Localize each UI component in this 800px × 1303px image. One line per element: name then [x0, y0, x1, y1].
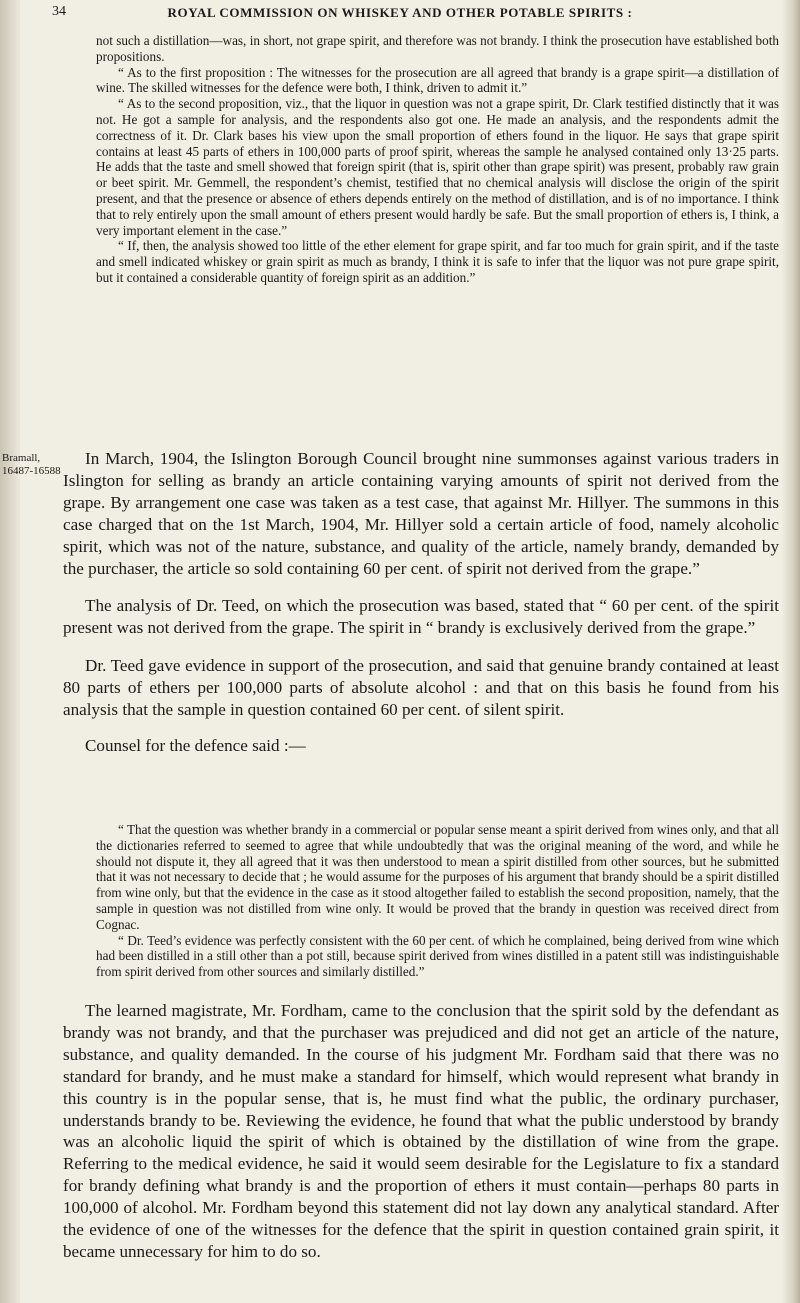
margin-note	[2, 452, 61, 478]
running-title: ROYAL COMMISSION ON WHISKEY AND OTHER POTABLE SPIRITS :	[167, 5, 633, 20]
margin-note-name: Bramall,	[2, 452, 41, 464]
body-paragraph: In March, 1904, the Islington Borough Council brought nine summonses against various traders in Islington for selling as brandy an article containing varying amounts of spirit not derived from the grape. By arrangement one case was taken as a test case, that against Mr. Hillyer. The summons in this case charged that on the 1st March, 1904, Mr. Hillyer sold a certain article of food, namely alcoholic spirit, which was not of the nature, substance, and quality of the article, namely brandy, demanded by the purchaser, the article so sold containing 60 per cent. of spirit not derived from the grape.”	[63, 449, 779, 578]
page-number: 34	[52, 4, 66, 19]
quote-paragraph: “ That the question was whether brandy in a commercial or popular sense meant a spirit derived from wines only, and that all the dictionaries referred to seemed to agree that while undoubtedly that was the original meaning of the word, and while he should not dispute it, they all agreed that it was then understood to mean a spirit distilled from other sources, but he submitted that it was not necessary to decide that ; he would assume for the purposes of his argument that brandy should be a spirit distilled from wine only, but that the evidence in the case as it stood altogether failed to establish the second proposition, namely, that the sample in question was not distilled from wine only. It would be proved that the brandy in question was received direct from Cognac.	[96, 822, 779, 932]
quote-paragraph: “ If, then, the analysis showed too little of the ether element for grape spirit, and far too much for grain spirit, and if the taste and smell indicated whiskey or grain spirit as much as brandy, I think it is safe to infer that the liquor was not pure grape spirit, but it contained a considerable quantity of foreign spirit as an addition.”	[96, 238, 779, 285]
body-paragraph: The learned magistrate, Mr. Fordham, came to the conclusion that the spirit sold by the defendant as brandy was not brandy, and that the purchaser was prejudiced and did not get an article of the nature, substance, and quality demanded. In the course of his judgment Mr. Fordham said that there was no standard for brandy, and he must make a standard for himself, which would represent what brandy in this country is in the popular sense, that is, he must find what the public, the ordinary purchaser, understands brandy to be. Reviewing the evidence, he found that what the public understood by brandy was an alcoholic liquid the spirit of which is obtained by the distillation of wine from the grape. Referring to the medical evidence, he said it would seem desirable for the Legislature to fix a standard for brandy defining what brandy is and the proportion of ethers it must contain—perhaps 80 parts in 100,000 of alcohol. Mr. Fordham beyond this statement did not lay down any analytical standard. After the evidence of one of the witnesses for the defence that the spirit in question contained grain spirit, it became unnecessary for him to do so.	[63, 1001, 779, 1261]
body-paragraph: The analysis of Dr. Teed, on which the prosecution was based, stated that “ 60 per cent. of the spirit present was not derived from the grape. The spirit in “ brandy is exclusively derived from the grape.”	[63, 596, 779, 638]
body-text-2	[63, 1000, 779, 1263]
quote-paragraph: “ As to the first proposition : The witnesses for the prosecution are all agreed that brandy is a grape spirit—a distillation of wine. The skilled witnesses for the defence were both, I think, driven to admit it.”	[96, 64, 779, 96]
body-text-1	[63, 448, 779, 757]
binding-gutter	[0, 0, 20, 1303]
body-paragraph: Dr. Teed gave evidence in support of the prosecution, and said that genuine brandy contained at least 80 parts of ethers per 100,000 parts of absolute alcohol : and that on this basis he found from his analysis that the sample in question contained 60 per cent. of silent spirit.	[63, 656, 779, 720]
defence-quote	[96, 822, 779, 980]
quoted-judgment	[96, 33, 779, 286]
margin-note-refs: 16487-16588	[2, 465, 61, 477]
page-header	[40, 4, 760, 26]
body-paragraph: Counsel for the defence said :—	[85, 735, 306, 755]
page-edge	[782, 0, 800, 1303]
quote-paragraph: “ As to the second proposition, viz., that the liquor in question was not a grape spirit, Dr. Clark testified distinctly that it was not. He got a sample for analysis, and the respondents also got one. He made an analysis, and the respondents admit the correctness of it. Dr. Clark bases his view upon the small proportion of ethers found in the liquor. He says that grape spirit contains at least 45 parts of ethers in 100,000 parts of proof spirit, whereas the sample he analysed contained only 13·25 parts. He adds that the taste and smell showed that foreign spirit (that is, spirit other than grape spirit) was present, probably raw grain or beet spirit. Mr. Gemmell, the respondent’s chemist, testified that no chemical analysis will disclose the origin of the spirit present, and that the presence or absence of ethers depends entirely on the method of distillation, and is of no importance. I think that to rely entirely upon the small amount of ethers present would hardly be safe. But the small proportion of ethers is, I think, a very important element in the case.”	[96, 96, 779, 238]
quote-paragraph: not such a distillation—was, in short, not grape spirit, and therefore was not brandy. I think the prosecution have established both propositions.	[96, 33, 779, 64]
quote-paragraph: “ Dr. Teed’s evidence was perfectly consistent with the 60 per cent. of which he complained, being derived from wine which had been distilled in a still other than a pot still, because spirit derived from wines distilled in a patent still was indistinguishable from spirit derived from other sources and similarly distilled.”	[96, 932, 779, 980]
